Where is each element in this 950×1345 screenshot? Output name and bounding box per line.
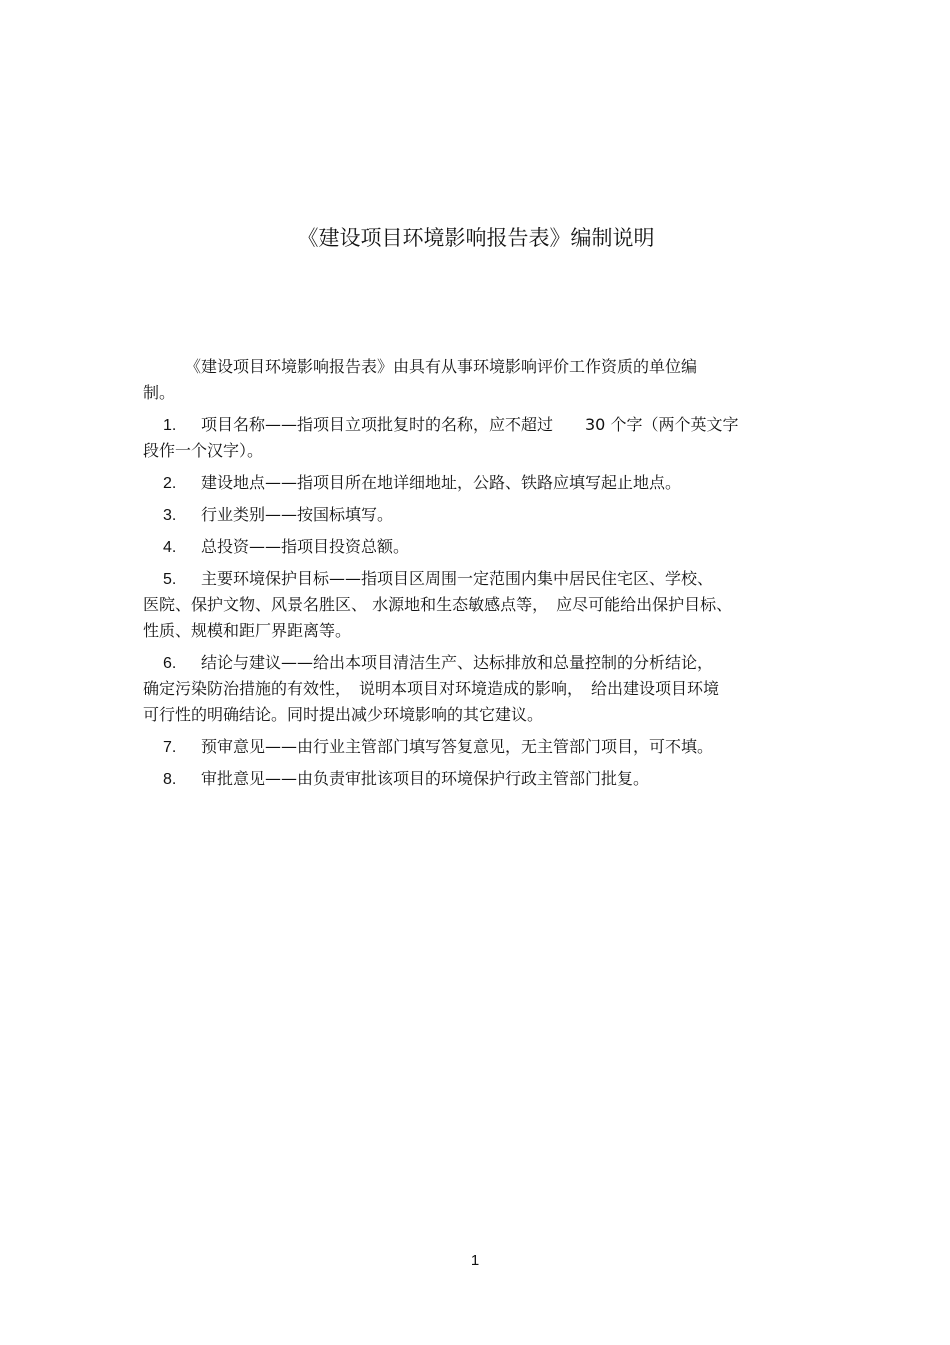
item-text: 建设地点——指项目所在地详细地址，公路、铁路应填写起止地点。	[201, 473, 682, 492]
item-continuation: 医院、保护文物、风景名胜区、 水源地和生态敏感点等， 应尽可能给出保护目标、	[143, 595, 733, 614]
item-text: 结论与建议——给出本项目清洁生产、达标排放和总量控制的分析结论，	[201, 653, 714, 672]
item-continuation: 段作一个汉字）。	[143, 441, 264, 460]
list-item	[143, 412, 808, 464]
intro-paragraph	[143, 354, 808, 406]
page-title: 《建设项目环境影响报告表》编制说明	[297, 226, 655, 250]
item-continuation: 确定污染防治措施的有效性， 说明本项目对环境造成的影响， 给出建设项目环境	[143, 679, 720, 698]
item-number: 6.	[163, 655, 177, 672]
list-item	[143, 734, 808, 760]
item-text: 预审意见——由行业主管部门填写答复意见，无主管部门项目，可不填。	[201, 737, 714, 756]
item-number: 8.	[163, 771, 177, 788]
page-number: 1	[470, 1252, 480, 1269]
list-item	[143, 470, 808, 496]
item-number: 5.	[163, 571, 177, 588]
item-first-line	[143, 502, 808, 528]
item-text: 主要环境保护目标——指项目区周围一定范围内集中居民住宅区、学校、	[201, 569, 714, 588]
item-text: 行业类别——按国标填写。	[201, 505, 394, 524]
document-body	[143, 354, 808, 798]
item-continuation: 性质、规模和距厂界距离等。	[143, 621, 352, 640]
item-number: 1.	[163, 417, 177, 434]
item-number: 4.	[163, 539, 177, 556]
item-first-line	[143, 650, 808, 676]
intro-line: 《建设项目环境影响报告表》由具有从事环境影响评价工作资质的单位编	[185, 357, 698, 376]
item-text: 总投资——指项目投资总额。	[201, 537, 410, 556]
list-item	[143, 502, 808, 528]
item-first-line	[143, 734, 808, 760]
item-first-line	[143, 534, 808, 560]
item-text: 项目名称——指项目立项批复时的名称，应不超过 30 个字（两个英文字	[201, 415, 739, 434]
item-first-line	[143, 470, 808, 496]
intro-line: 制。	[143, 383, 176, 402]
item-first-line	[143, 412, 808, 438]
item-text: 审批意见——由负责审批该项目的环境保护行政主管部门批复。	[201, 769, 650, 788]
item-number: 3.	[163, 507, 177, 524]
item-first-line	[143, 566, 808, 592]
list-item	[143, 534, 808, 560]
list-item	[143, 766, 808, 792]
item-number: 2.	[163, 475, 177, 492]
list-item	[143, 566, 808, 644]
item-number: 7.	[163, 739, 177, 756]
item-first-line	[143, 766, 808, 792]
item-continuation: 可行性的明确结论。同时提出减少环境影响的其它建议。	[143, 705, 544, 724]
list-item	[143, 650, 808, 728]
